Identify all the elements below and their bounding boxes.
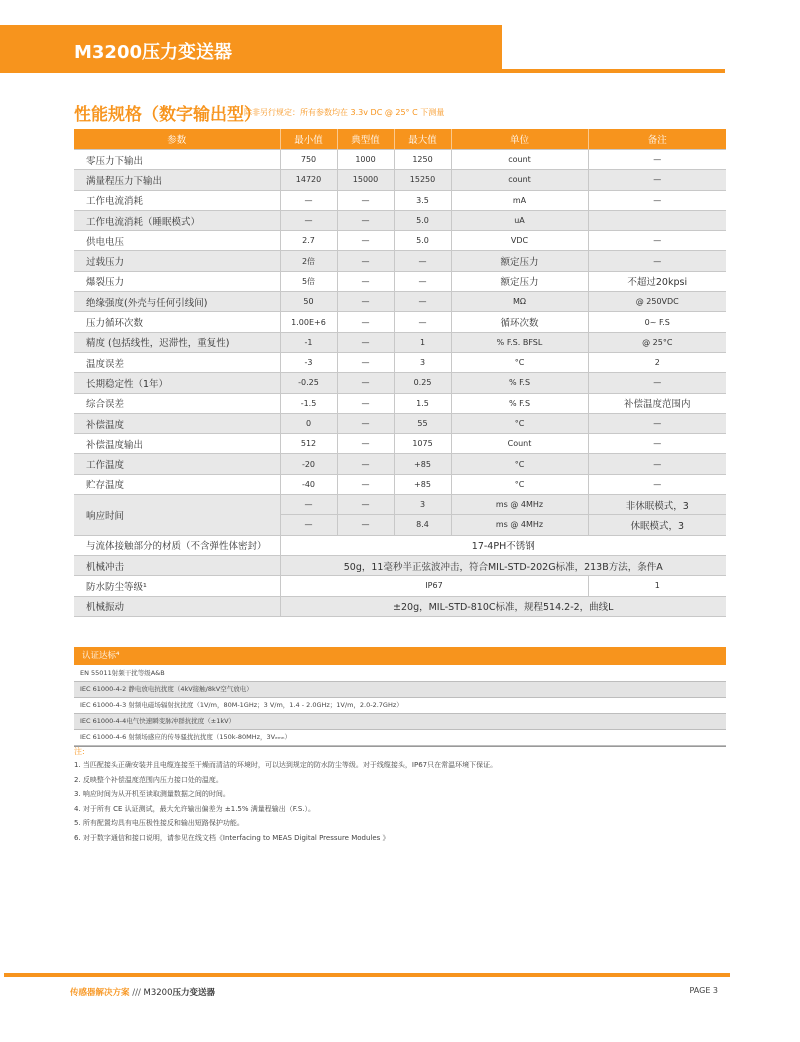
table-row xyxy=(74,454,726,474)
note-cell: — xyxy=(588,251,726,271)
table-row xyxy=(74,373,726,393)
note-cell: 0~ F.S xyxy=(588,312,726,332)
typ-cell: — xyxy=(337,413,394,433)
unit-cell: % F.S xyxy=(451,373,588,393)
unit-cell: 循环次数 xyxy=(451,312,588,332)
footer-separator: /// xyxy=(129,988,144,998)
min-cell: 750 xyxy=(280,150,337,170)
cert-list xyxy=(74,666,726,747)
col-header-note: 备注 xyxy=(588,129,726,150)
table-row xyxy=(74,231,726,251)
max-cell: 8.4 xyxy=(394,515,451,535)
table-row xyxy=(74,312,726,332)
typ-cell: — xyxy=(337,190,394,210)
typ-cell: — xyxy=(337,271,394,291)
max-cell: 3.5 xyxy=(394,190,451,210)
cert-header xyxy=(74,647,726,665)
unit-cell: % F.S. BFSL xyxy=(451,332,588,352)
cert-item: IEC 61000-4-3 射频电磁场辐射抗扰度（1V/m，80M-1GHz；3 V/m，1.4 - 2.0GHz；1V/m，2.0-2.7GHz） xyxy=(74,698,726,714)
note-item: 1. 当匹配接头正确安装并且电缆连接至干燥而清洁的环境时，可以达到规定的防水防尘等级。对于线缆接头，IP67只在常温环境下保证。 xyxy=(74,761,498,769)
cert-title: 认证达标⁴ xyxy=(82,651,120,661)
max-cell: 1 xyxy=(394,332,451,352)
param-cell: 爆裂压力 xyxy=(74,271,280,291)
param-cell: 绝缘强度(外壳与任何引线间) xyxy=(74,292,280,312)
min-cell: 2倍 xyxy=(280,251,337,271)
min-cell: — xyxy=(280,495,337,515)
note-cell: 非休眠模式，3 xyxy=(588,495,726,515)
param-cell: 满量程压力下输出 xyxy=(74,170,280,190)
unit-cell: ms @ 4MHz xyxy=(451,495,588,515)
table-row xyxy=(74,555,726,575)
note-cell: @ 25°C xyxy=(588,332,726,352)
min-cell: 2.7 xyxy=(280,231,337,251)
param-cell: 防水防尘等级¹ xyxy=(74,576,280,596)
cert-item: EN 55011射频干扰等级A&B xyxy=(74,666,726,682)
typ-cell: — xyxy=(337,373,394,393)
param-cell: 综合误差 xyxy=(74,393,280,413)
note-cell: @ 250VDC xyxy=(588,292,726,312)
param-cell: 贮存温度 xyxy=(74,474,280,494)
footer-divider xyxy=(4,973,730,977)
param-cell: 机械振动 xyxy=(74,596,280,616)
min-cell: -1 xyxy=(280,332,337,352)
min-cell: 1.00E+6 xyxy=(280,312,337,332)
table-row xyxy=(74,170,726,190)
col-header-max: 最大值 xyxy=(394,129,451,150)
footer-product-suffix: 压力变送器 xyxy=(172,988,215,998)
min-cell: -40 xyxy=(280,474,337,494)
table-row xyxy=(74,352,726,372)
unit-cell: °C xyxy=(451,413,588,433)
typ-cell: — xyxy=(337,292,394,312)
max-cell: +85 xyxy=(394,474,451,494)
typ-cell: — xyxy=(337,393,394,413)
param-cell: 供电电压 xyxy=(74,231,280,251)
param-cell: 工作电流消耗（睡眠模式） xyxy=(74,210,280,230)
footer-brand: 传感器解决方案 xyxy=(70,988,130,998)
typ-cell: — xyxy=(337,474,394,494)
min-cell: — xyxy=(280,515,337,535)
param-cell: 补偿温度 xyxy=(74,413,280,433)
col-header-param: 参数 xyxy=(74,129,280,150)
max-cell: 55 xyxy=(394,413,451,433)
note-cell: 补偿温度范围内 xyxy=(588,393,726,413)
section-note: 除非另行规定：所有参数均在 3.3v DC @ 25° C 下测量 xyxy=(244,108,445,117)
note-cell xyxy=(588,210,726,230)
unit-cell: Count xyxy=(451,434,588,454)
param-cell: 与流体接触部分的材质（不含弹性体密封） xyxy=(74,535,280,555)
table-row xyxy=(74,271,726,291)
unit-cell: ms @ 4MHz xyxy=(451,515,588,535)
typ-cell: — xyxy=(337,495,394,515)
max-cell: +85 xyxy=(394,454,451,474)
col-header-typ: 典型值 xyxy=(337,129,394,150)
note-cell: — xyxy=(588,231,726,251)
cert-item: IEC 61000-4-2 静电放电抗扰度（4kV接触/8kV空气放电） xyxy=(74,682,726,698)
min-cell: -20 xyxy=(280,454,337,474)
col-header-unit: 单位 xyxy=(451,129,588,150)
merged-value-cell: ±20g，MIL-STD-810C标准，规程514.2-2，曲线L xyxy=(280,596,726,616)
max-cell: 0.25 xyxy=(394,373,451,393)
notes xyxy=(74,746,734,846)
note-cell: 2 xyxy=(588,352,726,372)
min-cell: -3 xyxy=(280,352,337,372)
note-cell: — xyxy=(588,413,726,433)
note-item: 2. 反映整个补偿温度范围内压力接口处的温度。 xyxy=(74,775,223,784)
cert-item: IEC 61000-4-6 射频场感应的传导骚扰抗扰度（150k-80MHz，3Vₑₘₙ） xyxy=(74,730,726,746)
param-cell: 温度误差 xyxy=(74,352,280,372)
max-cell: 1250 xyxy=(394,150,451,170)
param-cell: 压力循环次数 xyxy=(74,312,280,332)
unit-cell: VDC xyxy=(451,231,588,251)
note-cell: — xyxy=(588,170,726,190)
note-cell: — xyxy=(588,454,726,474)
typ-cell: — xyxy=(337,312,394,332)
table-row xyxy=(74,434,726,454)
param-cell: 响应时间 xyxy=(74,495,280,536)
max-cell: 3 xyxy=(394,352,451,372)
typ-cell: — xyxy=(337,210,394,230)
footer-text xyxy=(70,986,215,998)
param-cell: 补偿温度输出 xyxy=(74,434,280,454)
max-cell: — xyxy=(394,312,451,332)
param-cell: 长期稳定性（1年） xyxy=(74,373,280,393)
unit-cell: % F.S xyxy=(451,393,588,413)
max-cell: 5.0 xyxy=(394,231,451,251)
max-cell: 1075 xyxy=(394,434,451,454)
table-row xyxy=(74,393,726,413)
param-cell: 工作电流消耗 xyxy=(74,190,280,210)
note-cell: 不超过20kpsi xyxy=(588,271,726,291)
note-item: 5. 所有配置均具有电压极性接反和输出短路保护功能。 xyxy=(74,819,244,828)
typ-cell: — xyxy=(337,332,394,352)
note-cell: 1 xyxy=(588,576,726,596)
max-cell: 15250 xyxy=(394,170,451,190)
param-cell: 精度 (包括线性，迟滞性，重复性) xyxy=(74,332,280,352)
max-cell: 3 xyxy=(394,495,451,515)
note-cell: — xyxy=(588,474,726,494)
min-cell: 14720 xyxy=(280,170,337,190)
cert-item: IEC 61000-4-4电气快速瞬变脉冲群抗扰度（±1kV） xyxy=(74,714,726,730)
page-number: PAGE 3 xyxy=(689,986,718,995)
table-row xyxy=(74,190,726,210)
col-header-min: 最小值 xyxy=(280,129,337,150)
note-cell: — xyxy=(588,150,726,170)
unit-cell: uA xyxy=(451,210,588,230)
note-cell: — xyxy=(588,190,726,210)
page-title: M3200压力变送器 xyxy=(74,42,233,63)
param-cell: 机械冲击 xyxy=(74,555,280,575)
spec-table xyxy=(74,129,726,617)
table-row xyxy=(74,413,726,433)
unit-cell: mA xyxy=(451,190,588,210)
table-header-row xyxy=(74,129,726,150)
min-cell: -1.5 xyxy=(280,393,337,413)
merged-value-cell: IP67 xyxy=(280,576,588,596)
table-row xyxy=(74,495,726,515)
unit-cell: °C xyxy=(451,474,588,494)
note-cell: — xyxy=(588,373,726,393)
merged-value-cell: 50g，11毫秒半正弦波冲击，符合MIL-STD-202G标准，213B方法，条件A xyxy=(280,555,726,575)
footer-product-prefix: M3200 xyxy=(143,988,173,998)
min-cell: — xyxy=(280,210,337,230)
table-row xyxy=(74,292,726,312)
max-cell: — xyxy=(394,251,451,271)
unit-cell: count xyxy=(451,170,588,190)
notes-label: 注: xyxy=(74,747,85,756)
param-cell: 零压力下输出 xyxy=(74,150,280,170)
unit-cell: 额定压力 xyxy=(451,271,588,291)
typ-cell: — xyxy=(337,454,394,474)
typ-cell: — xyxy=(337,231,394,251)
unit-cell: count xyxy=(451,150,588,170)
min-cell: -0.25 xyxy=(280,373,337,393)
header-divider xyxy=(502,69,725,73)
typ-cell: — xyxy=(337,515,394,535)
min-cell: 50 xyxy=(280,292,337,312)
note-item: 3. 响应时间为从开机至读取测量数据之间的时间。 xyxy=(74,790,230,799)
unit-cell: MΩ xyxy=(451,292,588,312)
typ-cell: 15000 xyxy=(337,170,394,190)
max-cell: — xyxy=(394,271,451,291)
max-cell: 5.0 xyxy=(394,210,451,230)
unit-cell: 额定压力 xyxy=(451,251,588,271)
min-cell: 5倍 xyxy=(280,271,337,291)
note-item: 6. 对于数字通信和接口说明，请参见在线文档《Interfacing to MEAS Digital Pressure Modules 》 xyxy=(74,833,390,842)
table-row xyxy=(74,576,726,596)
note-item: 4. 对于所有 CE 认证测试，最大允许输出偏差为 ±1.5% 满量程输出（F.S.）。 xyxy=(74,804,316,813)
typ-cell: 1000 xyxy=(337,150,394,170)
table-row xyxy=(74,596,726,616)
table-row xyxy=(74,474,726,494)
note-cell: 休眠模式，3 xyxy=(588,515,726,535)
min-cell: — xyxy=(280,190,337,210)
table-row xyxy=(74,251,726,271)
unit-cell: °C xyxy=(451,454,588,474)
min-cell: 512 xyxy=(280,434,337,454)
min-cell: 0 xyxy=(280,413,337,433)
max-cell: — xyxy=(394,292,451,312)
unit-cell: °C xyxy=(451,352,588,372)
typ-cell: — xyxy=(337,352,394,372)
table-row xyxy=(74,210,726,230)
merged-value-cell: 17-4PH不锈钢 xyxy=(280,535,726,555)
note-cell: — xyxy=(588,434,726,454)
table-row xyxy=(74,535,726,555)
section-title: 性能规格（数字输出型） xyxy=(74,105,261,125)
param-cell: 工作温度 xyxy=(74,454,280,474)
param-cell: 过载压力 xyxy=(74,251,280,271)
table-row xyxy=(74,150,726,170)
max-cell: 1.5 xyxy=(394,393,451,413)
table-row xyxy=(74,332,726,352)
typ-cell: — xyxy=(337,251,394,271)
typ-cell: — xyxy=(337,434,394,454)
